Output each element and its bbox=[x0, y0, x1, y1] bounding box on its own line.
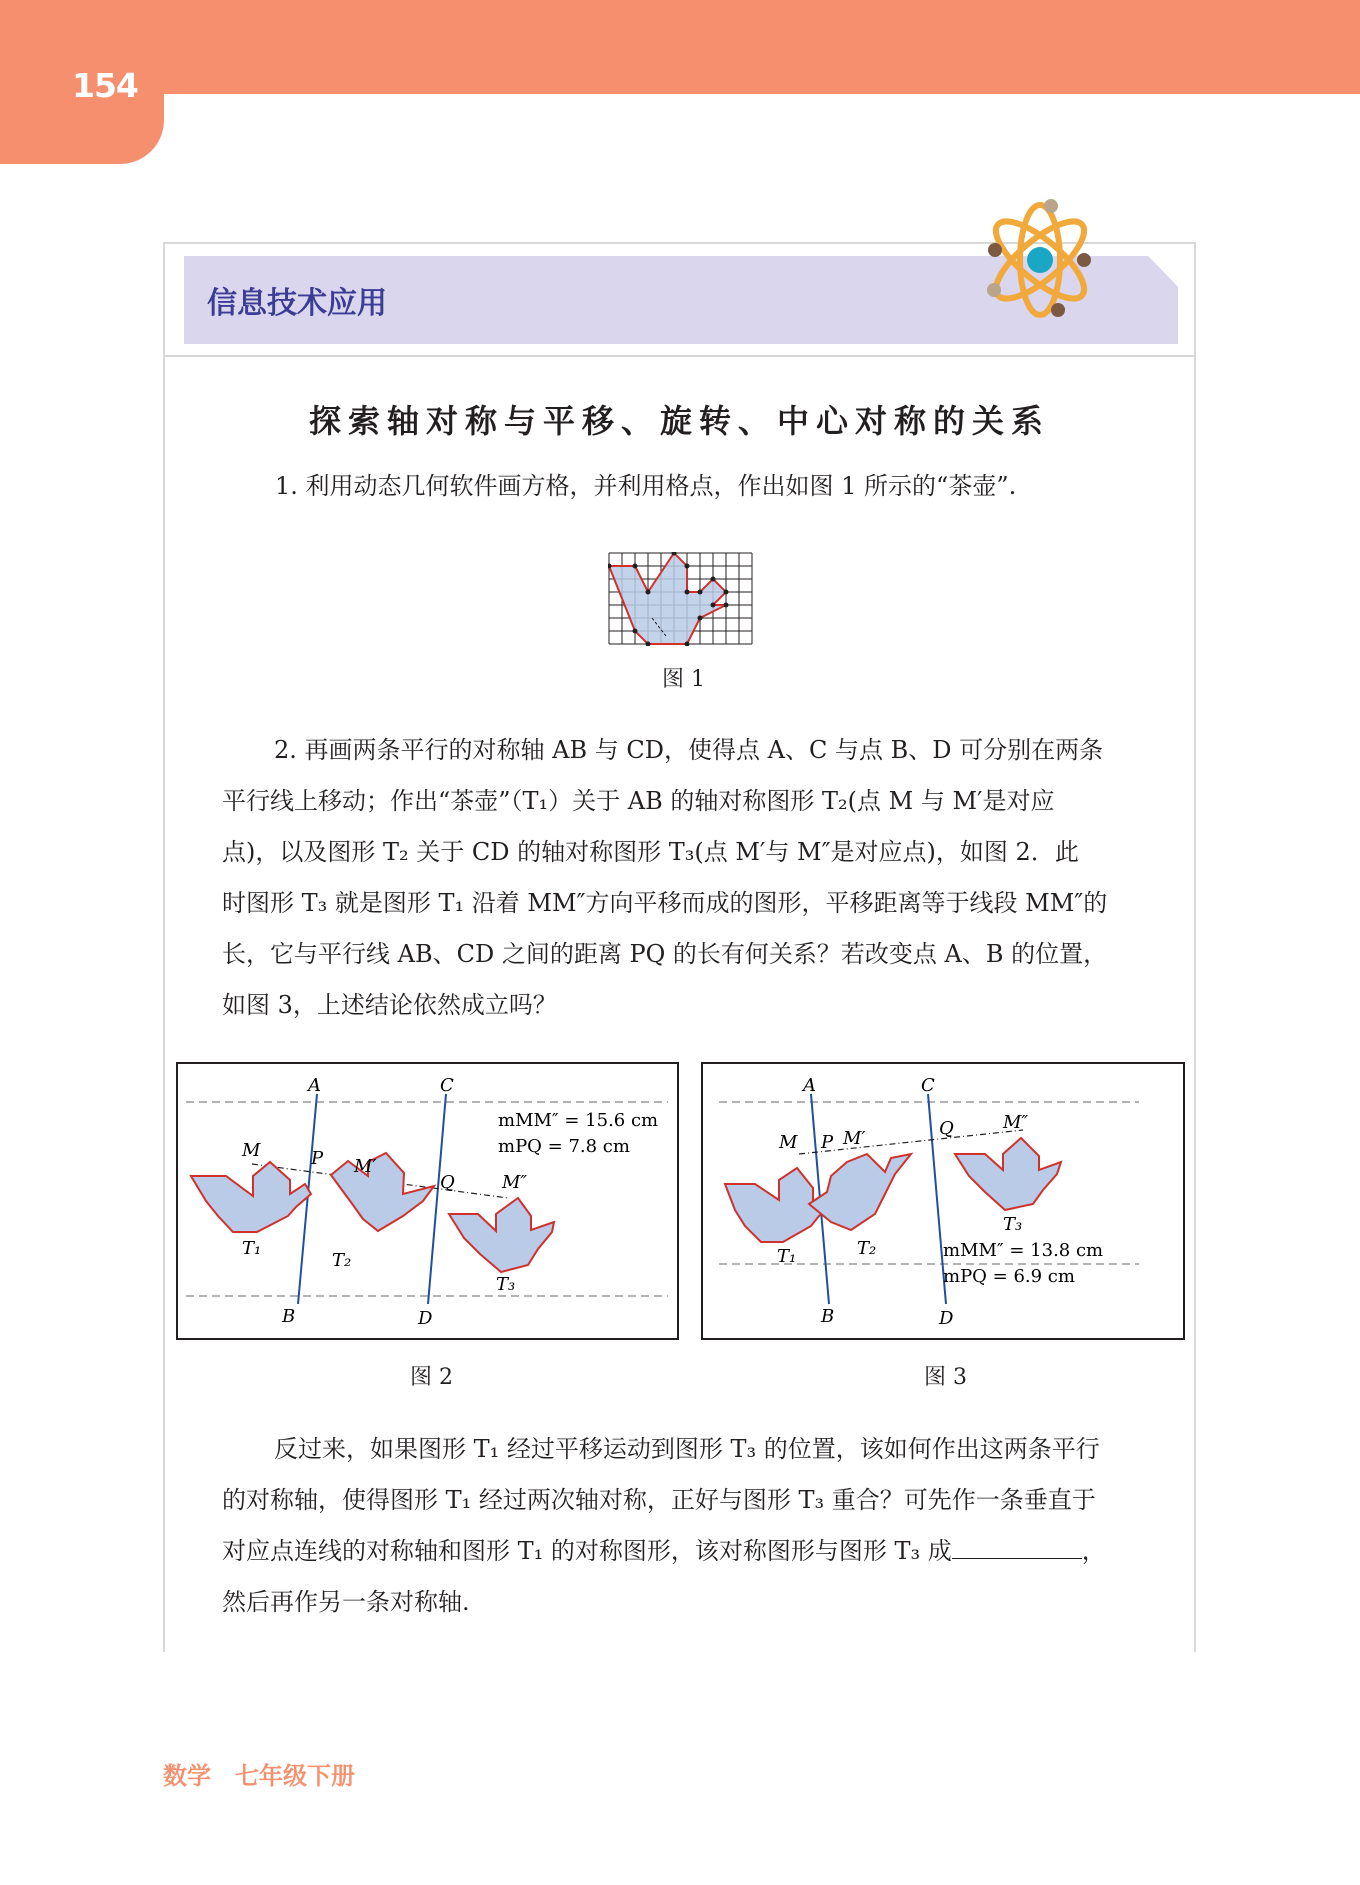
answer-blank[interactable] bbox=[952, 1536, 1082, 1559]
label-T3: T₃ bbox=[1003, 1214, 1023, 1235]
label-M-prime: M′ bbox=[843, 1128, 866, 1149]
figure3-frame bbox=[701, 1062, 1185, 1340]
label-M-double-prime: M″ bbox=[1003, 1112, 1029, 1133]
page-number: 154 bbox=[72, 66, 138, 105]
p3-line: 的对称轴，使得图形 T₁ 经过两次轴对称，正好与图形 T₃ 重合？可先作一条垂直于 bbox=[222, 1486, 1096, 1514]
lattice-point bbox=[633, 629, 638, 634]
p3-line bbox=[222, 1526, 1142, 1577]
label-T1: T₁ bbox=[242, 1238, 262, 1259]
label-M-double-prime: M″ bbox=[502, 1172, 528, 1193]
paragraph-conclusion bbox=[222, 1424, 1142, 1628]
p3-line: 然后再作另一条对称轴. bbox=[222, 1588, 470, 1616]
label-A: A bbox=[803, 1075, 816, 1096]
figure1-caption: 图 1 bbox=[662, 667, 705, 692]
p3-line-tail: ， bbox=[1081, 1537, 1106, 1565]
label-P: P bbox=[311, 1148, 324, 1169]
p2-line: 2. 再画两条平行的对称轴 AB 与 CD，使得点 A、C 与点 B、D 可分别在两条 bbox=[274, 736, 1104, 764]
label-Q: Q bbox=[939, 1118, 954, 1139]
lattice-point bbox=[724, 590, 729, 595]
label-T3: T₃ bbox=[496, 1274, 516, 1295]
activity-title: 探索轴对称与平移、旋转、中心对称的关系 bbox=[308, 402, 1050, 440]
p2-line: 长，它与平行线 AB、CD 之间的距离 PQ 的长有何关系？若改变点 A、B 的位置， bbox=[222, 940, 1108, 968]
label-C: C bbox=[921, 1075, 935, 1096]
lattice-point bbox=[698, 590, 703, 595]
figure2-caption: 图 2 bbox=[410, 1365, 453, 1390]
label-C: C bbox=[440, 1075, 454, 1096]
figure3-diagram bbox=[703, 1064, 1183, 1338]
footer-book-title: 数学 七年级下册 bbox=[163, 1762, 355, 1790]
paragraph-step1: 1. 利用动态几何软件画方格，并利用格点，作出如图 1 所示的“茶壶”. bbox=[275, 472, 1017, 500]
lattice-point bbox=[724, 603, 729, 608]
p2-line: 平行线上移动；作出“茶壶”（T₁）关于 AB 的轴对称图形 T₂(点 M 与 M′是对应 bbox=[222, 787, 1055, 815]
label-B: B bbox=[821, 1306, 835, 1327]
lattice-point bbox=[698, 616, 703, 621]
figure2-diagram bbox=[178, 1064, 677, 1338]
label-M: M bbox=[779, 1132, 798, 1153]
p2-line: 如图 3，上述结论依然成立吗？ bbox=[222, 991, 557, 1019]
label-T2: T₂ bbox=[857, 1238, 877, 1259]
measure-MM: mMM″ = 13.8 cm bbox=[943, 1240, 1104, 1261]
lattice-point bbox=[685, 590, 690, 595]
label-P: P bbox=[821, 1132, 834, 1153]
atom-icon bbox=[978, 198, 1102, 322]
measure-PQ: mPQ = 7.8 cm bbox=[498, 1136, 630, 1157]
lattice-point bbox=[685, 564, 690, 569]
label-T1: T₁ bbox=[777, 1246, 797, 1267]
label-M: M bbox=[242, 1140, 261, 1161]
label-D: D bbox=[939, 1308, 954, 1329]
label-B: B bbox=[282, 1306, 296, 1327]
label-D: D bbox=[418, 1308, 433, 1329]
label-M-prime: M′ bbox=[354, 1156, 377, 1177]
top-color-band bbox=[0, 0, 1360, 94]
p2-line: 点)，以及图形 T₂ 关于 CD 的轴对称图形 T₃(点 M′与 M″是对应点)，如图 2．此 bbox=[222, 838, 1079, 866]
section-label: 信息技术应用 bbox=[207, 286, 387, 321]
figure2-frame bbox=[176, 1062, 679, 1340]
label-T2: T₂ bbox=[332, 1250, 352, 1271]
lattice-point bbox=[711, 603, 716, 608]
measure-MM: mMM″ = 15.6 cm bbox=[498, 1110, 659, 1131]
p3-line-text: 对应点连线的对称轴和图形 T₁ 的对称图形，该对称图形与图形 T₃ 成 bbox=[222, 1537, 952, 1565]
lattice-point bbox=[646, 590, 651, 595]
banner-divider bbox=[163, 355, 1196, 357]
label-Q: Q bbox=[440, 1172, 455, 1193]
label-A: A bbox=[308, 1075, 321, 1096]
p3-line: 反过来，如果图形 T₁ 经过平移运动到图形 T₃ 的位置，该如何作出这两条平行 bbox=[274, 1435, 1100, 1463]
paragraph-step2 bbox=[222, 725, 1142, 1031]
lattice-point bbox=[711, 577, 716, 582]
figure3-caption: 图 3 bbox=[924, 1365, 967, 1390]
lattice-point bbox=[633, 564, 638, 569]
teapot-grid-figure bbox=[608, 552, 754, 646]
measure-PQ: mPQ = 6.9 cm bbox=[943, 1266, 1075, 1287]
p2-line: 时图形 T₃ 就是图形 T₁ 沿着 MM″方向平移而成的图形，平移距离等于线段 MM″的 bbox=[222, 889, 1108, 917]
